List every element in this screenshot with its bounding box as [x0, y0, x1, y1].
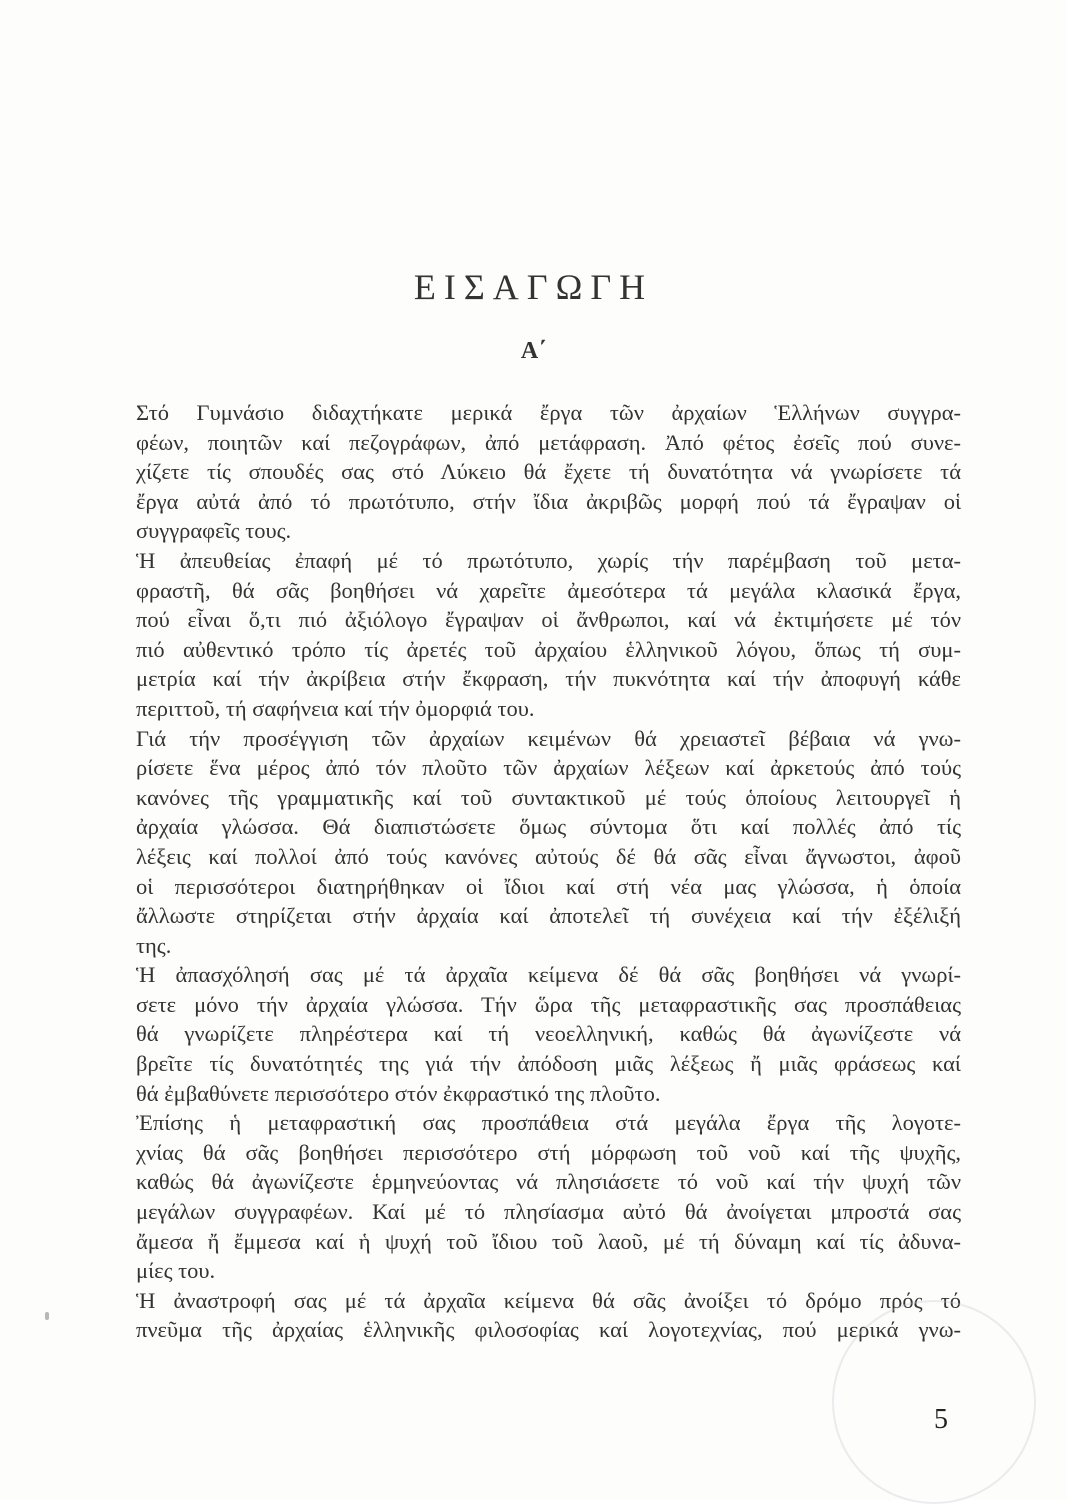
text-line: της. — [136, 932, 172, 958]
text-line: ἀρχαία γλώσσα. Θά διαπιστώσετε ὅμως σύντομα ὅτι καί πολλές ἀπό τίς — [136, 814, 961, 840]
text-line: κανόνες τῆς γραμματικῆς καί τοῦ συντακτικοῦ μέ τούς ὁποίους λειτουργεῖ ἡ — [136, 784, 961, 810]
text-line: χίζετε τίς σπουδές σας στό Λύκειο θά ἔχετε τή δυνατότητα νά γνωρίσετε τά — [136, 459, 961, 485]
text-line: χνίας θά σᾶς βοηθήσει περισσότερο στή μόρφωση τοῦ νοῦ καί τῆς ψυχῆς, — [136, 1139, 961, 1165]
text-line: μετρία καί τήν ἀκρίβεια στήν ἔκφραση, τήν πυκνότητα καί τήν ἀποφυγή κάθε — [136, 666, 961, 692]
text-line: ἄμεσα ἤ ἔμμεσα καί ἡ ψυχή τοῦ ἴδιου τοῦ λαοῦ, μέ τή δύναμη καί τίς ἀδυνα- — [136, 1228, 961, 1254]
text-line: βρεῖτε τίς δυνατότητές της γιά τήν ἀπόδοση μιᾶς λέξεως ἤ μιᾶς φράσεως καί — [136, 1051, 961, 1077]
text-line: πνεῦμα τῆς ἀρχαίας ἑλληνικῆς φιλοσοφίας καί λογοτεχνίας, πού μερικά γνω- — [136, 1317, 961, 1343]
text-line: πού εἶναι ὅ,τι πιό ἀξιόλογο ἔγραψαν οἱ ἄνθρωποι, καί νά ἐκτιμήσετε μέ τόν — [136, 607, 961, 633]
page-number: 5 — [934, 1404, 948, 1435]
text-line: Ἐπίσης ἡ μεταφραστική σας προσπάθεια στά μεγάλα ἔργα τῆς λογοτε- — [136, 1110, 961, 1136]
text-line: λέξεις καί πολλοί ἀπό τούς κανόνες αὐτούς δέ θά σᾶς εἶναι ἄγνωστοι, ἀφοῦ — [136, 843, 961, 869]
text-line: φέων, ποιητῶν καί πεζογράφων, ἀπό μετάφραση. Ἀπό φέτος ἐσεῖς πού συνε- — [136, 429, 961, 455]
text-line: καθώς θά ἀγωνίζεστε ἑρμηνεύοντας νά πλησιάσετε τό νοῦ καί τήν ψυχή τῶν — [136, 1169, 961, 1195]
text-line: μεγάλων συγγραφέων. Καί μέ τό πλησίασμα αὐτό θά ἀνοίγεται μπροστά σας — [136, 1199, 961, 1225]
text-line: περιττοῦ, τή σαφήνεια καί τήν ὀμορφιά του. — [136, 695, 535, 721]
text-line: πιό αὐθεντικό τρόπο τίς ἀρετές τοῦ ἀρχαίου ἑλληνικοῦ λόγου, ὅπως τή συμ- — [136, 636, 961, 662]
text-line: ρίσετε ἕνα μέρος ἀπό τόν πλοῦτο τῶν ἀρχαίων λέξεων καί ἀρκετούς ἀπό τούς — [136, 755, 961, 781]
chapter-title: ΕΙΣΑΓΩΓΗ — [413, 267, 654, 307]
text-line: Γιά τήν προσέγγιση τῶν ἀρχαίων κειμένων θά χρειαστεῖ βέβαια νά γνω- — [136, 725, 961, 751]
text-line: ἄλλωστε στηρίζεται στήν ἀρχαία καί ἀποτελεῖ τή συνέχεια καί τήν ἐξέλιξή — [136, 903, 961, 929]
text-line: Ἡ ἀναστροφή σας μέ τά ἀρχαῖα κείμενα θά σᾶς ἀνοίξει τό δρόμο πρός τό — [136, 1287, 961, 1313]
text-line: οἱ περισσότεροι διατηρήθηκαν οἱ ἴδιοι καί στή νέα μας γλώσσα, ἡ ὁποία — [136, 873, 961, 899]
text-line: μίες του. — [136, 1258, 216, 1284]
text-line: Στό Γυμνάσιο διδαχτήκατε μερικά ἔργα τῶν ἀρχαίων Ἑλλήνων συγγρα- — [136, 400, 961, 425]
text-line: συγγραφεῖς τους. — [136, 518, 292, 544]
text-line: θά γνωρίζετε πληρέστερα καί τή νεοελληνική, καθώς θά ἀγωνίζεστε νά — [136, 1021, 961, 1047]
body-text — [136, 398, 961, 1345]
section-label: Α΄ — [520, 338, 547, 364]
faded-stamp-mark — [832, 1300, 1036, 1504]
text-line: ἔργα αὐτά ἀπό τό πρωτότυπο, στήν ἴδια ἀκριβῶς μορφή πού τά ἔγραψαν οἱ — [136, 488, 961, 514]
text-line: σετε μόνο τήν ἀρχαία γλώσσα. Τήν ὥρα τῆς μεταφραστικῆς σας προσπάθειας — [136, 991, 961, 1017]
text-line: Ἡ ἀπασχόλησή σας μέ τά ἀρχαῖα κείμενα δέ θά σᾶς βοηθήσει νά γνωρί- — [136, 962, 961, 988]
paper-speck — [45, 1312, 49, 1320]
text-line: Ἡ ἀπευθείας ἐπαφή μέ τό πρωτότυπο, χωρίς τήν παρέμβαση τοῦ μετα- — [136, 547, 961, 573]
text-line: φραστῆ, θά σᾶς βοηθήσει νά χαρεῖτε ἀμεσότερα τά μεγάλα κλασικά ἔργα, — [136, 577, 961, 603]
text-line: θά ἐμβαθύνετε περισσότερο στόν ἐκφραστικό της πλοῦτο. — [136, 1080, 661, 1106]
